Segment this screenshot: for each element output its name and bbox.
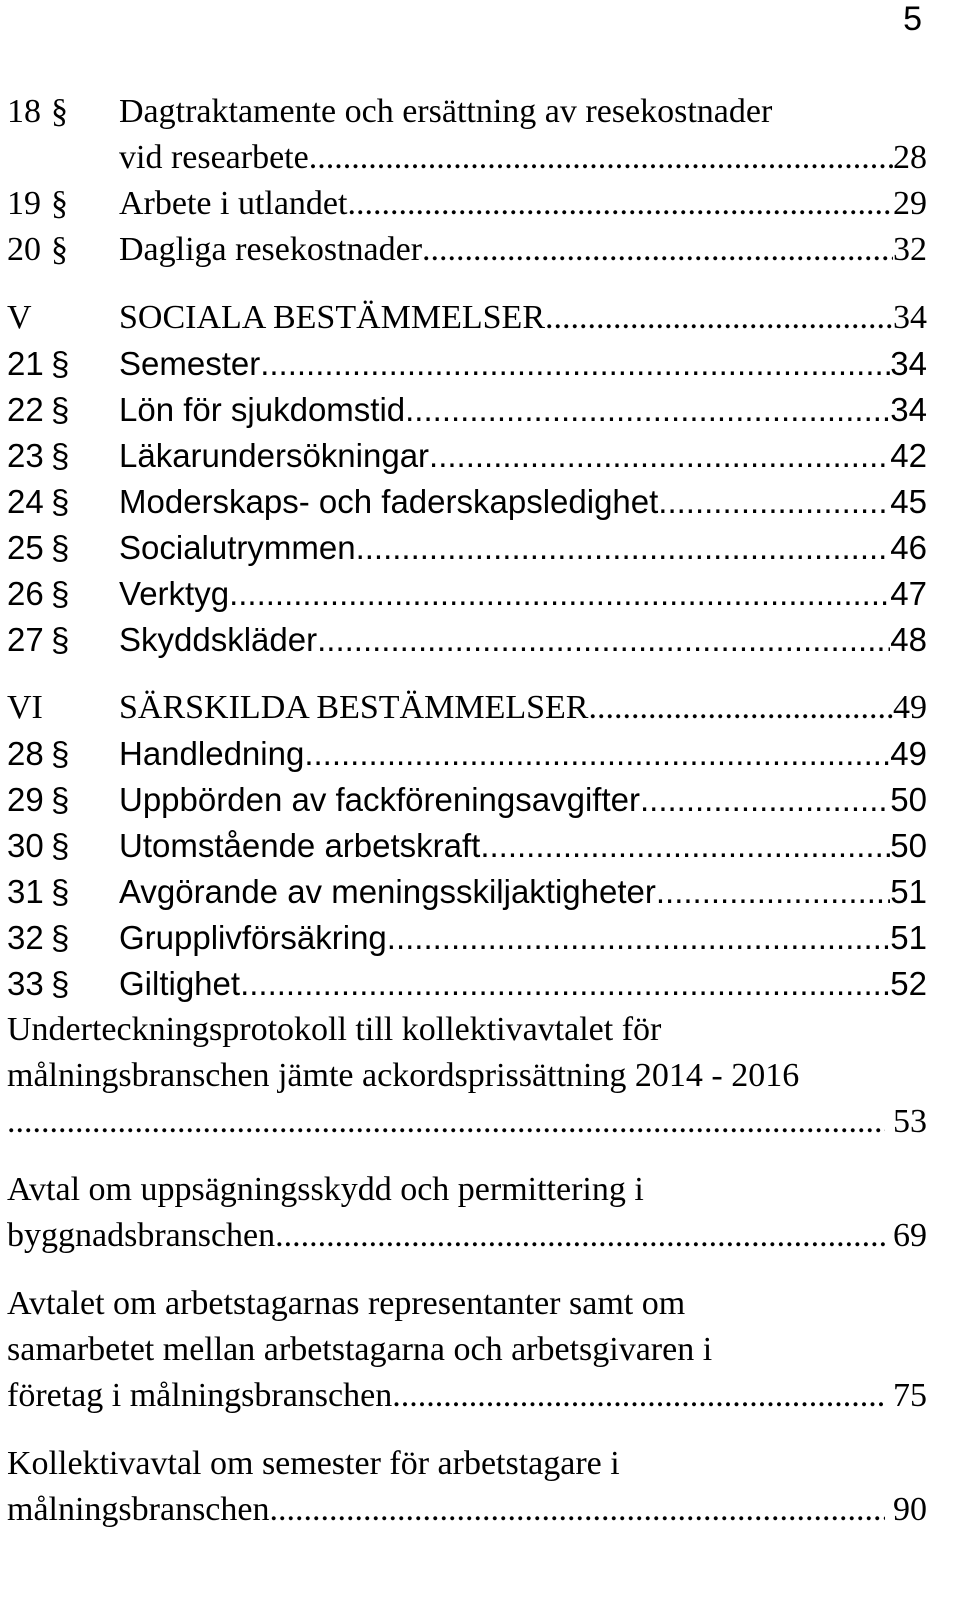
dot-leader	[229, 571, 890, 617]
dot-leader	[405, 387, 890, 433]
entry-title: Läkarundersökningar	[119, 437, 430, 474]
group-gap	[7, 1145, 927, 1167]
toc-entry	[7, 685, 927, 731]
dot-leader	[429, 433, 890, 479]
entry-title: SOCIALA BESTÄMMELSER	[119, 299, 545, 336]
section-sign: §	[51, 93, 68, 130]
entry-page-number: 51	[890, 873, 927, 910]
entry-title: Arbete i utlandet	[119, 185, 348, 222]
entry-number: 18	[7, 93, 41, 130]
entry-page-number: 52	[890, 965, 927, 1002]
entry-page-number: 34	[890, 345, 927, 382]
section-sign: §	[51, 231, 68, 268]
section-sign: §	[51, 919, 70, 956]
entry-number: 33	[7, 965, 44, 1002]
appendix-page-number: 53	[893, 1103, 927, 1140]
entry-page-number: 49	[893, 689, 927, 726]
appendix-title-line: byggnadsbranschen	[7, 1217, 276, 1254]
entry-title: Lön för sjukdomstid	[119, 391, 406, 428]
entry-title: Semester	[119, 345, 261, 382]
entry-number: 31	[7, 873, 44, 910]
entry-page-number: 45	[890, 483, 927, 520]
appendix-last-line	[7, 1099, 927, 1145]
appendix-title-line: Kollektivavtal om semester för arbetstagare i	[7, 1445, 620, 1482]
entry-number: 22	[7, 391, 44, 428]
entry-title: Handledning	[119, 735, 305, 772]
entry-page-number: 50	[890, 827, 927, 864]
section-sign: §	[51, 391, 70, 428]
toc-entry	[7, 479, 927, 525]
toc-entry	[7, 433, 927, 479]
entry-page-number: 50	[890, 781, 927, 818]
entry-number: 29	[7, 781, 44, 818]
section-sign: §	[51, 781, 70, 818]
appendix-page-number: 90	[893, 1491, 927, 1528]
dot-leader	[422, 227, 893, 273]
section-sign: §	[51, 965, 70, 1002]
dot-leader	[588, 685, 893, 731]
appendix-title-line: Avtal om uppsägningsskydd och permittering i	[7, 1171, 644, 1208]
toc-entry	[7, 617, 927, 663]
section-sign: §	[51, 529, 70, 566]
group-gap	[7, 1419, 927, 1441]
entry-page-number: 34	[893, 299, 927, 336]
dot-leader	[356, 525, 891, 571]
section-sign: §	[51, 437, 70, 474]
toc-entry-line	[7, 89, 927, 135]
toc-entry	[7, 295, 927, 341]
toc-entry	[7, 777, 927, 823]
entry-page-number: 29	[893, 185, 927, 222]
dot-leader	[304, 731, 890, 777]
section-sign: §	[51, 483, 70, 520]
toc-entry	[7, 731, 927, 777]
toc-group-special	[7, 685, 927, 1007]
appendix-entry	[7, 1007, 927, 1145]
entry-page-number: 34	[890, 391, 927, 428]
entry-title: Socialutrymmen	[119, 529, 356, 566]
entry-number: 32	[7, 919, 44, 956]
section-sign: §	[51, 873, 70, 910]
dot-leader	[658, 479, 890, 525]
dot-leader	[260, 341, 890, 387]
toc-group-social	[7, 295, 927, 663]
entry-number: 26	[7, 575, 44, 612]
group-gap	[7, 663, 927, 685]
entry-title: Dagtraktamente och ersättning av resekostnader	[119, 93, 773, 130]
appendix-entry	[7, 1441, 927, 1533]
entry-page-number: 46	[890, 529, 927, 566]
entry-number: 24	[7, 483, 44, 520]
appendix-page-number: 69	[893, 1217, 927, 1254]
section-sign: §	[51, 575, 70, 612]
group-gap	[7, 1259, 927, 1281]
toc-entry	[7, 135, 927, 181]
toc-entry	[7, 387, 927, 433]
entry-page-number: 42	[890, 437, 927, 474]
toc-entry	[7, 823, 927, 869]
appendix-entry	[7, 1281, 927, 1419]
appendix-last-line	[7, 1487, 927, 1533]
section-sign: §	[51, 345, 70, 382]
toc-entry	[7, 571, 927, 617]
entry-title: Verktyg	[119, 575, 230, 612]
group-gap	[7, 273, 927, 295]
dot-leader	[317, 617, 890, 663]
entry-title: Uppbörden av fackföreningsavgifter	[119, 781, 640, 818]
toc-entry	[7, 961, 927, 1007]
dot-leader	[7, 1099, 885, 1145]
toc-group-appendices	[7, 1007, 927, 1533]
appendix-title-line: målningsbranschen jämte ackordsprissättning 2014 - 2016	[7, 1057, 800, 1094]
appendix-title-line: målningsbranschen	[7, 1491, 270, 1528]
entry-page-number: 28	[893, 139, 927, 176]
section-sign: §	[51, 621, 70, 658]
entry-title: Skyddskläder	[119, 621, 318, 658]
appendix-title-line: Avtalet om arbetstagarnas representanter samt om	[7, 1285, 686, 1322]
entry-title: Avgörande av meningsskiljaktigheter	[119, 873, 656, 910]
entry-page-number: 51	[890, 919, 927, 956]
dot-leader	[545, 295, 893, 341]
entry-number: 25	[7, 529, 44, 566]
appendix-entry	[7, 1167, 927, 1259]
appendix-last-line	[7, 1373, 927, 1419]
entry-title: Utomstående arbetskraft	[119, 827, 481, 864]
dot-leader	[275, 1213, 885, 1259]
dot-leader	[392, 1373, 885, 1419]
section-sign: §	[51, 827, 70, 864]
page-number: 5	[903, 0, 922, 38]
entry-title: Giltighet	[119, 965, 241, 1002]
toc-entry	[7, 869, 927, 915]
toc-group-travel	[7, 89, 927, 273]
dot-leader	[240, 961, 890, 1007]
dot-leader	[270, 1487, 886, 1533]
entry-page-number: 32	[893, 231, 927, 268]
appendix-last-line	[7, 1213, 927, 1259]
entry-page-number: 49	[890, 735, 927, 772]
table-of-contents	[7, 89, 927, 1533]
entry-number: 23	[7, 437, 44, 474]
entry-number: 20	[7, 231, 41, 268]
toc-entry	[7, 227, 927, 273]
entry-title: Grupplivförsäkring	[119, 919, 387, 956]
entry-title: Dagliga resekostnader	[119, 231, 423, 268]
entry-number: 30	[7, 827, 44, 864]
entry-number: 19	[7, 185, 41, 222]
entry-page-number: 48	[890, 621, 927, 658]
entry-number: 28	[7, 735, 44, 772]
section-sign: §	[51, 185, 68, 222]
dot-leader	[309, 135, 893, 181]
toc-entry	[7, 341, 927, 387]
section-sign: §	[51, 735, 70, 772]
entry-number: V	[7, 299, 32, 336]
entry-number: 27	[7, 621, 44, 658]
dot-leader	[640, 777, 890, 823]
entry-page-number: 47	[890, 575, 927, 612]
toc-entry	[7, 181, 927, 227]
appendix-title-line: Underteckningsprotokoll till kollektivavtalet för	[7, 1011, 662, 1048]
entry-number: VI	[7, 689, 43, 726]
dot-leader	[656, 869, 890, 915]
dot-leader	[387, 915, 891, 961]
dot-leader	[347, 181, 893, 227]
toc-entry	[7, 915, 927, 961]
appendix-title-line: samarbetet mellan arbetstagarna och arbetsgivaren i	[7, 1331, 713, 1368]
appendix-page-number: 75	[893, 1377, 927, 1414]
entry-title: vid researbete	[119, 139, 309, 176]
dot-leader	[480, 823, 890, 869]
entry-number: 21	[7, 345, 44, 382]
appendix-title-line: företag i målningsbranschen	[7, 1377, 393, 1414]
toc-entry	[7, 525, 927, 571]
entry-title: Moderskaps- och faderskapsledighet	[119, 483, 659, 520]
entry-title: SÄRSKILDA BESTÄMMELSER	[119, 689, 589, 726]
